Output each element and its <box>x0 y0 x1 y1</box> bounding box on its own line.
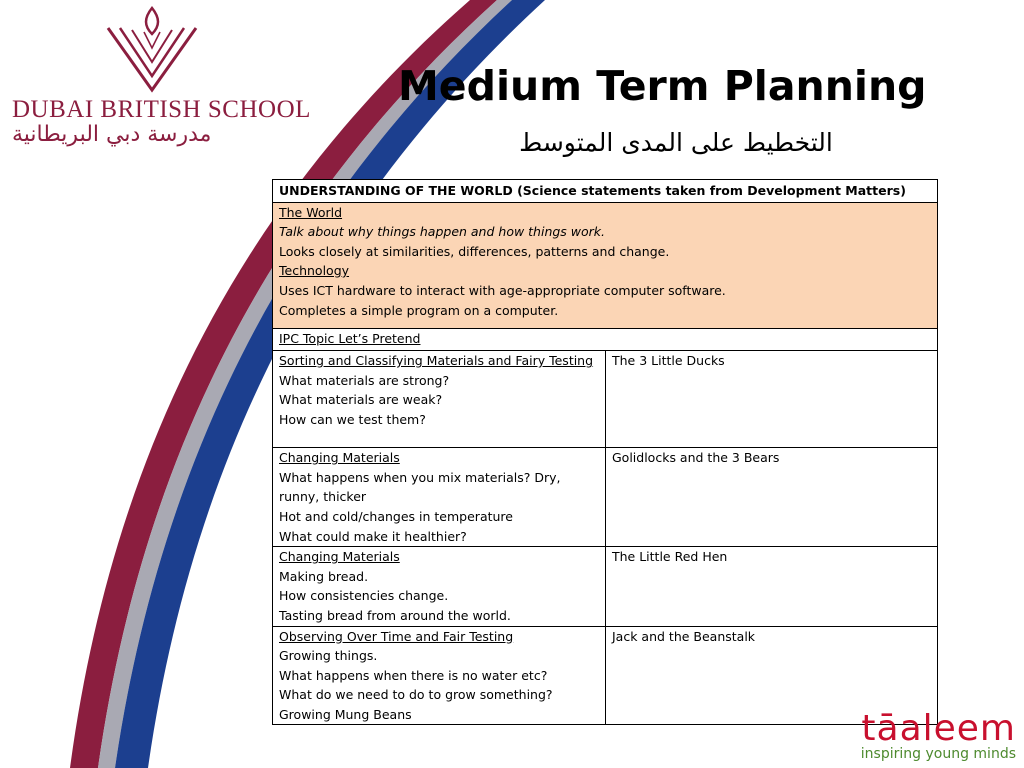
story-cell: The 3 Little Ducks <box>606 351 938 448</box>
school-name-english: DUBAI BRITISH SCHOOL <box>12 96 311 123</box>
page-subtitle-arabic: التخطيط على المدى المتوسط <box>519 128 833 157</box>
technology-heading: Technology <box>279 263 350 279</box>
statements-cell <box>273 202 938 329</box>
taaleem-wordmark: tāaleem <box>861 708 1016 749</box>
school-crest-icon <box>104 4 200 96</box>
activity-line: Tasting bread from around the world. <box>279 607 511 623</box>
statement-line: Uses ICT hardware to interact with age-appropriate computer software. <box>279 282 726 298</box>
story-cell: The Little Red Hen <box>606 547 938 626</box>
statement-line: Looks closely at similarities, differences, patterns and change. <box>279 243 670 259</box>
activity-heading: Changing Materials <box>279 549 400 565</box>
activity-cell <box>273 547 606 626</box>
activity-line: What materials are weak? <box>279 392 443 408</box>
table-row <box>273 351 938 448</box>
ipc-topic-row <box>273 329 938 351</box>
world-heading: The World <box>279 204 343 220</box>
activity-heading: Sorting and Classifying Materials and Fairy Testing <box>279 353 594 369</box>
activity-line: What could make it healthier? <box>279 528 467 544</box>
page-title: Medium Term Planning <box>398 62 927 110</box>
activity-line: Growing things. <box>279 648 378 664</box>
activity-cell <box>273 351 606 448</box>
school-name-arabic: مدرسة دبي البريطانية <box>12 122 212 147</box>
table-row <box>273 547 938 626</box>
ipc-topic: IPC Topic Let’s Pretend <box>279 331 421 347</box>
story-cell: Golidlocks and the 3 Bears <box>606 448 938 547</box>
activity-line: What happens when you mix materials? Dry, runny, thicker <box>279 469 561 505</box>
table-row <box>273 448 938 547</box>
table-header: UNDERSTANDING OF THE WORLD (Science statements taken from Development Matters) <box>273 180 938 203</box>
activity-line: Making bread. <box>279 568 369 584</box>
activity-line: What happens when there is no water etc? <box>279 667 548 683</box>
table-header-row <box>273 180 938 203</box>
activity-line: Growing Mung Beans <box>279 706 412 722</box>
activity-line: What do we need to do to grow something? <box>279 687 553 703</box>
statement-line: Talk about why things happen and how things work. <box>279 224 606 240</box>
story-cell: Jack and the Beanstalk <box>606 626 938 725</box>
activity-line: Hot and cold/changes in temperature <box>279 508 513 524</box>
activity-line: What materials are strong? <box>279 372 450 388</box>
activity-cell <box>273 448 606 547</box>
activity-line: How consistencies change. <box>279 588 449 604</box>
dubai-british-school-logo <box>8 4 311 154</box>
statements-row <box>273 202 938 329</box>
activity-heading: Observing Over Time and Fair Testing <box>279 628 514 644</box>
activity-line: How can we test them? <box>279 411 426 427</box>
statement-line: Completes a simple program on a computer. <box>279 302 559 318</box>
activity-cell <box>273 626 606 725</box>
activity-heading: Changing Materials <box>279 450 400 466</box>
planning-table <box>272 179 938 725</box>
taaleem-tagline: inspiring young minds <box>860 746 1016 762</box>
taaleem-logo <box>830 708 1020 766</box>
ipc-topic-cell <box>273 329 938 351</box>
